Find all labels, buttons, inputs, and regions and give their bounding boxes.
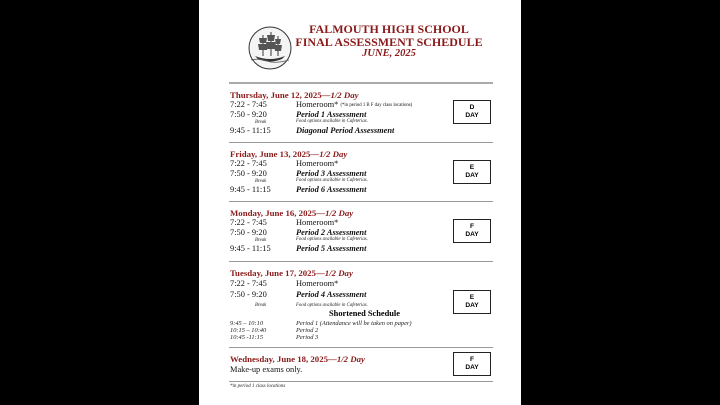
- day-heading: Monday, June 16, 2025—1/2 Day: [230, 208, 354, 218]
- period-label: Diagonal Period Assessment: [296, 126, 395, 135]
- footnote: *in period 1 class locations: [230, 384, 286, 389]
- period-time: 7:50 - 9:20: [230, 110, 267, 119]
- divider: [229, 142, 493, 143]
- period-label: Period 4 Assessment: [296, 290, 367, 299]
- schedule-page: [199, 0, 521, 405]
- school-name: FALMOUTH HIGH SCHOOL: [309, 22, 469, 36]
- food-note: Food options available in Cafeterias.: [296, 237, 368, 242]
- day-badge: F DAY: [453, 352, 491, 376]
- divider: [229, 261, 493, 262]
- homeroom-time: 7:22 - 7:45: [230, 100, 267, 109]
- food-note: Food options available in Cafeterias.: [296, 178, 368, 183]
- shortened-time: 10:15 – 10:40: [230, 327, 267, 334]
- period-label: Period 1 Assessment: [296, 110, 367, 119]
- ship-icon: [247, 25, 293, 71]
- period-time: 9:45 - 11:15: [230, 126, 271, 135]
- shortened-label: Period 1 (Attendance will be taken on paper): [296, 320, 412, 327]
- period-time: 9:45 - 11:15: [230, 244, 271, 253]
- day-badge: E DAY: [453, 290, 491, 314]
- homeroom-time: 7:22 - 7:45: [230, 218, 267, 227]
- divider: [229, 347, 493, 348]
- period-label: Period 2 Assessment: [296, 228, 367, 237]
- break-label: Break: [255, 238, 267, 243]
- period-label: Period 6 Assessment: [296, 185, 367, 194]
- day-heading: Friday, June 13, 2025—1/2 Day: [230, 149, 348, 159]
- day-badge: F DAY: [453, 219, 491, 243]
- day-heading: Tuesday, June 17, 2025—1/2 Day: [230, 268, 353, 278]
- period-label: Period 5 Assessment: [296, 244, 367, 253]
- divider: [229, 381, 493, 382]
- shortened-label: Period 3: [296, 334, 319, 341]
- food-note: Food options available in Cafeterias.: [296, 119, 368, 124]
- break-label: Break: [255, 179, 267, 184]
- shortened-label: Period 2: [296, 327, 319, 334]
- schedule-title: FINAL ASSESSMENT SCHEDULE: [295, 35, 483, 49]
- homeroom-label: Homeroom*: [296, 279, 339, 288]
- schedule-date: JUNE, 2025: [362, 48, 416, 59]
- shortened-time: 9:45 – 10:10: [230, 320, 264, 327]
- period-time: 7:50 - 9:20: [230, 228, 267, 237]
- period-time: 7:50 - 9:20: [230, 169, 267, 178]
- break-label: Break: [255, 120, 267, 125]
- divider: [229, 201, 493, 202]
- food-note: Food options available in Cafeterias.: [296, 303, 368, 308]
- day-heading: Thursday, June 12, 2025—1/2 Day: [230, 90, 359, 100]
- homeroom-time: 7:22 - 7:45: [230, 279, 267, 288]
- divider: [229, 82, 493, 84]
- homeroom-label: Homeroom*: [296, 159, 339, 168]
- homeroom-label: Homeroom*: [296, 218, 339, 227]
- shortened-schedule-title: Shortened Schedule: [329, 309, 400, 318]
- period-time: 9:45 - 11:15: [230, 185, 271, 194]
- break-label: Break: [255, 303, 267, 308]
- homeroom-time: 7:22 - 7:45: [230, 159, 267, 168]
- day-badge: E DAY: [453, 160, 491, 184]
- period-time: 7:50 - 9:20: [230, 290, 267, 299]
- makeup-note: Make-up exams only.: [230, 365, 303, 374]
- day-badge: D DAY: [453, 100, 491, 124]
- day-heading: Wednesday, June 18, 2025—1/2 Day: [230, 354, 365, 364]
- period-label: Period 3 Assessment: [296, 169, 367, 178]
- homeroom-label: Homeroom* $_{(*in period 1 B F day class locations)}$: [296, 100, 413, 109]
- shortened-time: 10:45 -11:15: [230, 334, 264, 341]
